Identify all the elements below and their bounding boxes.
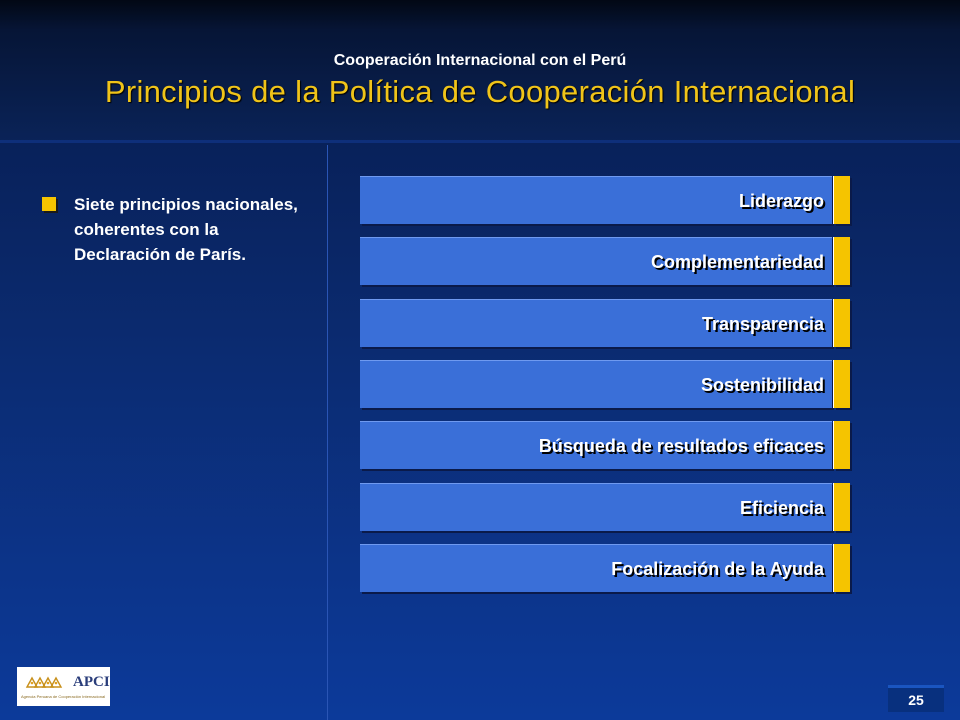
principle-transparencia [360, 299, 850, 347]
principle-tab [834, 483, 850, 531]
principle-label: Focalización de la Ayuda [611, 559, 824, 579]
logo-subtitle: Agencia Peruana de Cooperación Internacional [21, 694, 106, 699]
principle-bar [360, 360, 832, 408]
principle-label: Búsqueda de resultados eficaces [538, 436, 824, 456]
principle-label: Sostenibilidad [700, 375, 824, 395]
principle-label: Transparencia [701, 314, 824, 334]
principle-label: Complementariedad [650, 252, 824, 272]
principle-tab [834, 176, 850, 224]
top-strip [0, 0, 960, 30]
principle-tab [834, 544, 850, 592]
header-rule [0, 140, 960, 143]
principle-bar [360, 483, 832, 531]
principle-tab [834, 421, 850, 469]
slide-title: Principios de la Política de Cooperación Internacional [104, 74, 856, 109]
principle-complementariedad [360, 237, 850, 285]
vertical-divider [327, 145, 328, 720]
principle-sostenibilidad [360, 360, 850, 408]
principle-bar [360, 544, 832, 592]
principle-bar [360, 237, 832, 285]
principle-label: Liderazgo [738, 191, 824, 211]
principle-bar [360, 421, 832, 469]
principle-focalizacion [360, 544, 850, 592]
principle-tab [834, 237, 850, 285]
principle-busqueda-resultados [360, 421, 850, 469]
apci-mark-icon [25, 675, 77, 691]
logo-text: APCI [73, 674, 110, 690]
principle-label: Eficiencia [739, 498, 824, 518]
apci-logo [17, 667, 110, 706]
principle-eficiencia [360, 483, 850, 531]
bullet-text: Siete principios nacionales, coherentes con la Declaración de París. [74, 195, 298, 264]
principle-tab [834, 360, 850, 408]
page-number: 25 [908, 692, 924, 708]
bullet-square-icon [42, 197, 56, 211]
page-number-box [888, 685, 944, 712]
principle-tab [834, 299, 850, 347]
principle-liderazgo [360, 176, 850, 224]
principle-bar [360, 299, 832, 347]
slide-subtitle: Cooperación Internacional con el Perú [333, 52, 627, 69]
principle-bar [360, 176, 832, 224]
